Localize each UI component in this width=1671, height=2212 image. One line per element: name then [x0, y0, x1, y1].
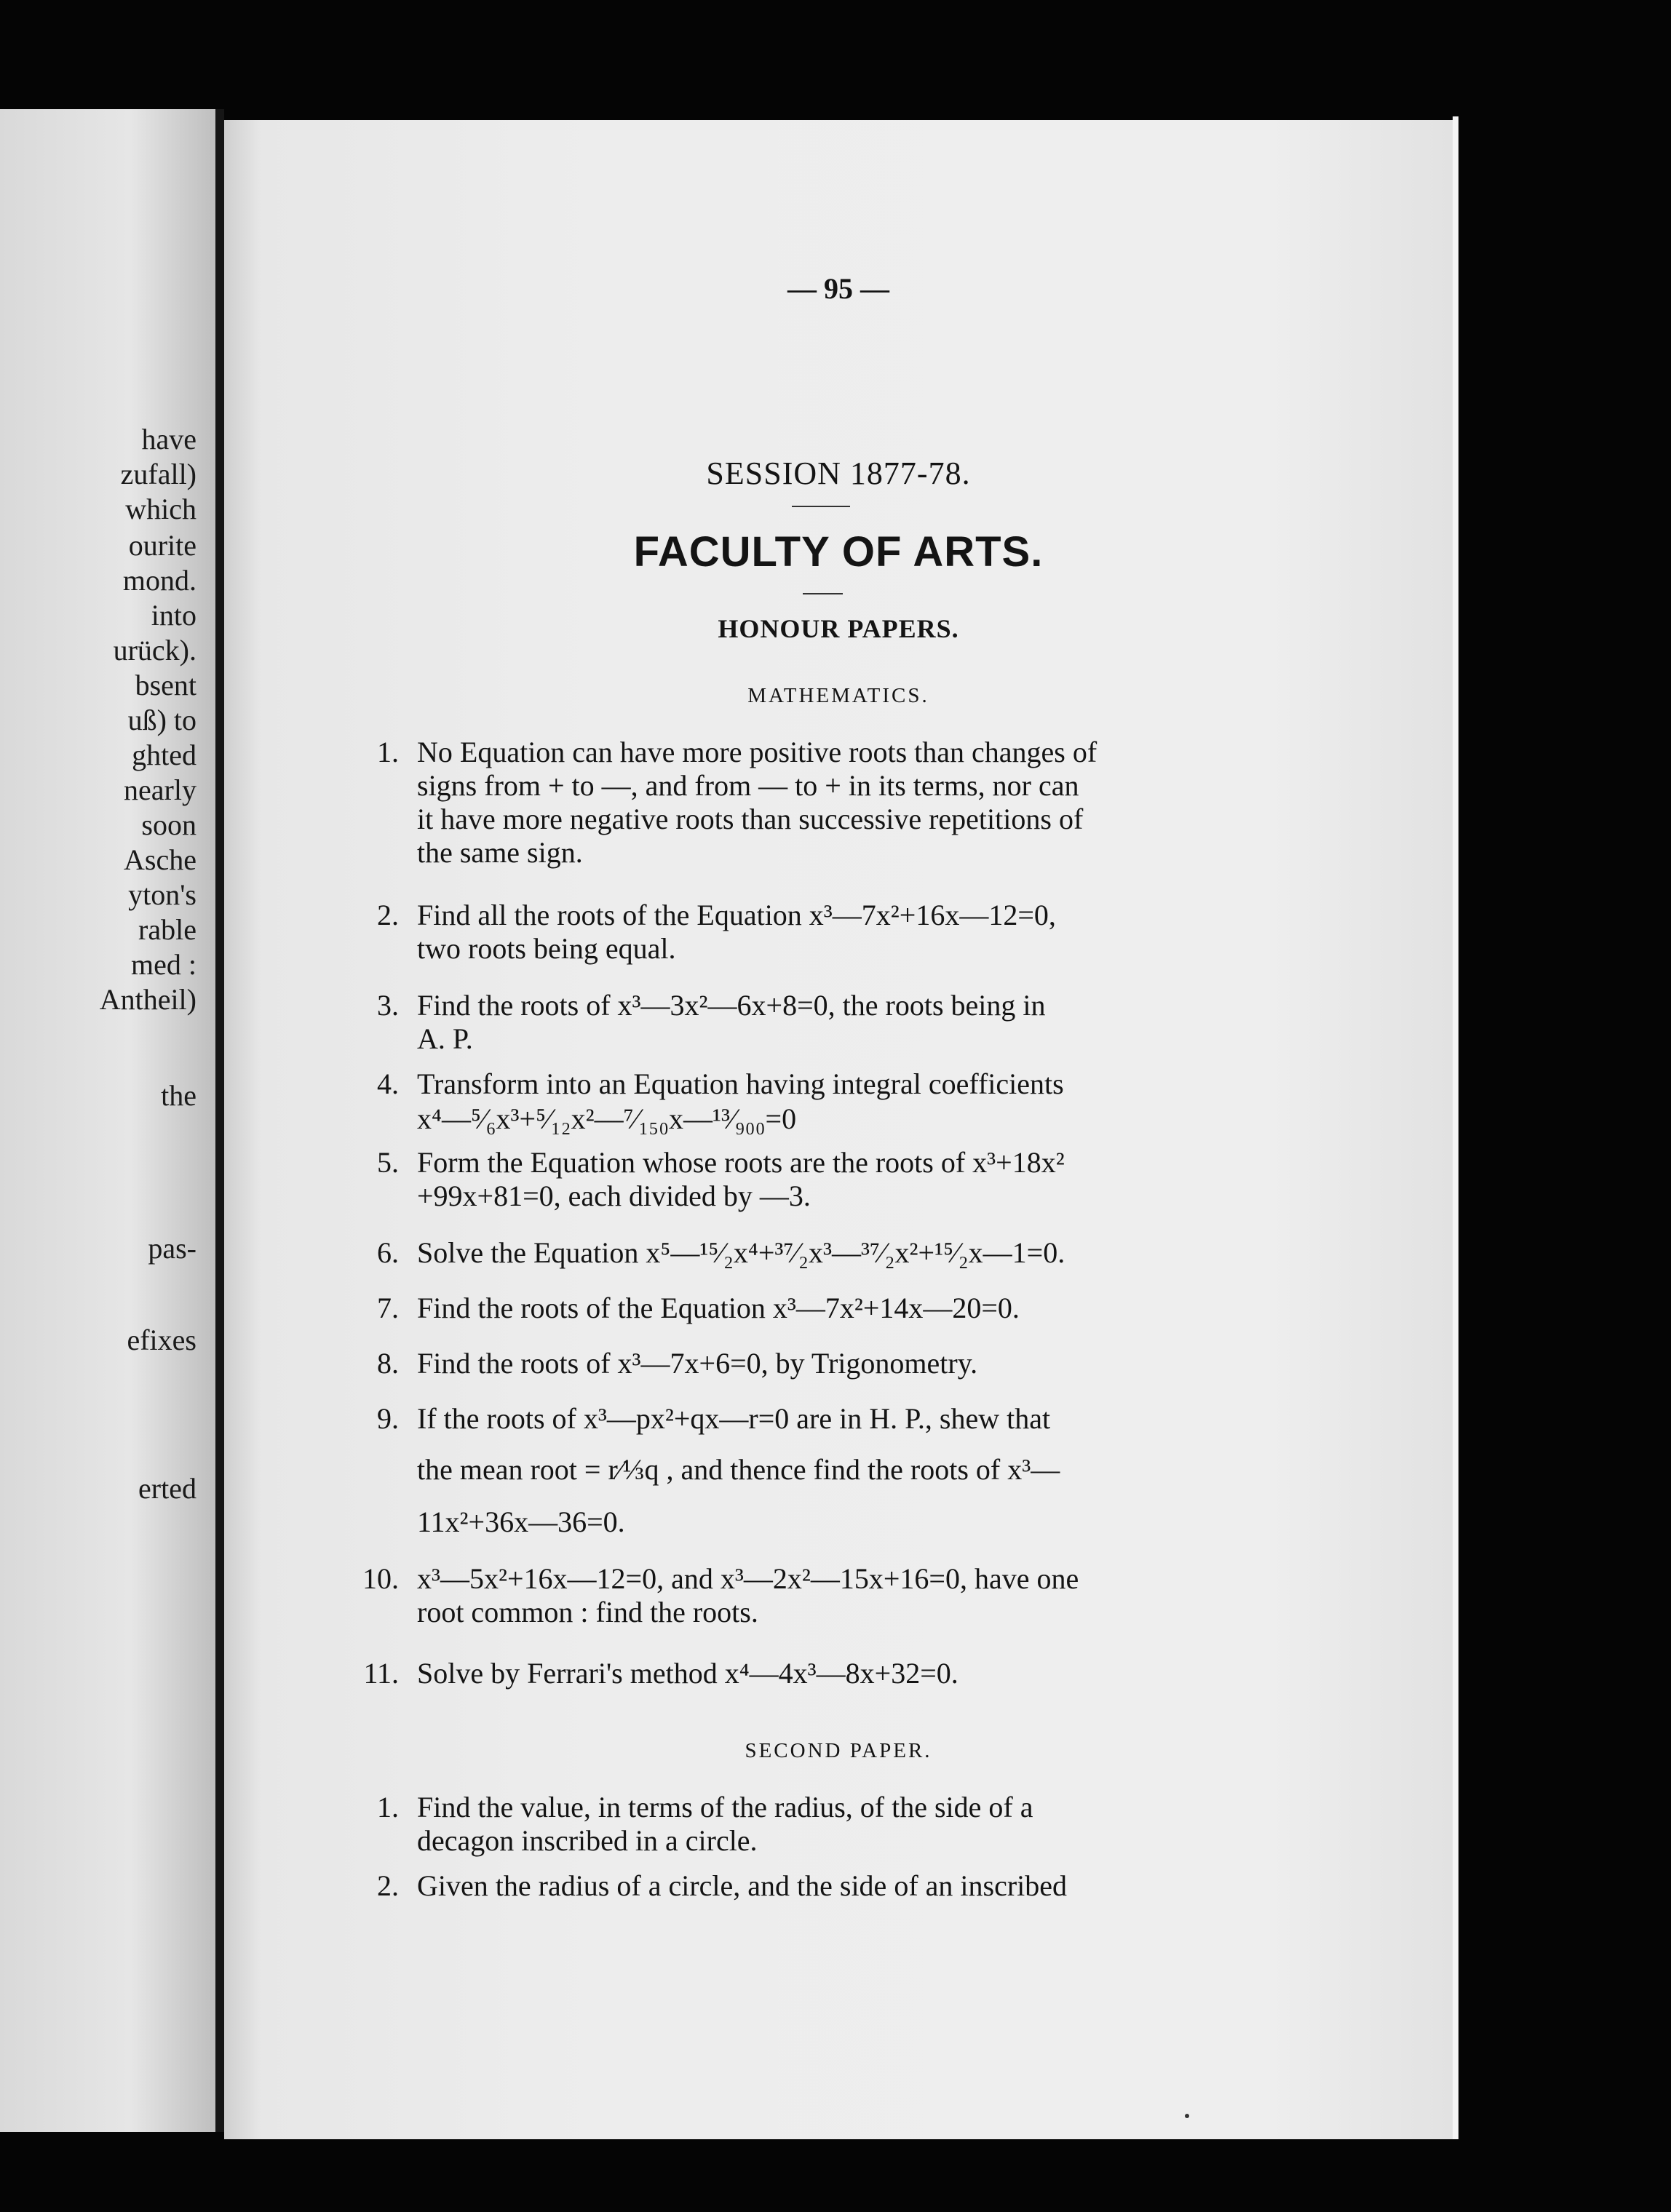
question-number: 1. [377, 1791, 399, 1823]
question-line: x³—5x²+16x—12=0, and x³—2x²—15x+16=0, have one [417, 1562, 1079, 1595]
left-fragment: which [125, 493, 197, 525]
question-line: the mean root = r⁄⅓q , and thence find the roots of x³— [417, 1453, 1060, 1486]
subject-heading: MATHEMATICS. [747, 684, 929, 707]
question-line: two roots being equal. [417, 932, 676, 965]
page-number: — 95 — [787, 272, 889, 305]
question-number: 2. [377, 899, 399, 931]
left-fragment: med : [131, 948, 197, 981]
question-line: signs from + to —, and from — to + in its terms, nor can [417, 769, 1079, 802]
question-number: 7. [377, 1292, 399, 1324]
page-edge [1453, 116, 1458, 2139]
question-line: Transform into an Equation having integral coefficients [417, 1067, 1064, 1100]
question-line: it have more negative roots than successive repetitions of [417, 803, 1084, 835]
question-line: No Equation can have more positive roots than changes of [417, 736, 1098, 768]
left-fragment: mond. [122, 564, 197, 597]
left-fragment: ghted [132, 739, 197, 771]
left-fragment: bsent [135, 669, 197, 701]
question-line: A. P. [417, 1022, 473, 1055]
right-page [224, 120, 1453, 2139]
question-line: 11x²+36x—36=0. [417, 1505, 625, 1538]
left-page [0, 109, 218, 2132]
question-line: Solve the Equation x⁵—¹⁵⁄₂x⁴+³⁷⁄₂x³—³⁷⁄₂x²+¹⁵⁄₂x—1=0. [417, 1236, 1065, 1269]
left-fragment: Asche [124, 843, 197, 876]
left-fragment: Antheil) [99, 983, 197, 1016]
question-line: the same sign. [417, 836, 583, 869]
question-line: Find all the roots of the Equation x³—7x²+16x—12=0, [417, 899, 1056, 931]
left-fragment: nearly [124, 773, 197, 806]
left-fragment: zufall) [120, 458, 197, 490]
question-number: 5. [377, 1146, 399, 1179]
question-number: 3. [377, 989, 399, 1022]
question-number: 8. [377, 1347, 399, 1380]
question-number: 1. [377, 736, 399, 768]
question-line: Find the roots of x³—3x²—6x+8=0, the roots being in [417, 989, 1046, 1022]
question-line: x⁴—⁵⁄₆x³+⁵⁄₁₂x²—⁷⁄₁₅₀x—¹³⁄₉₀₀=0 [417, 1102, 797, 1135]
question-line: root common : find the roots. [417, 1596, 758, 1628]
second-paper-heading: SECOND PAPER. [745, 1739, 932, 1762]
left-fragment: into [151, 599, 197, 632]
question-number: 10. [362, 1562, 399, 1595]
left-fragment: have [141, 423, 197, 455]
book-gutter [215, 109, 224, 2132]
question-line: +99x+81=0, each divided by —3. [417, 1179, 811, 1212]
question-line: Given the radius of a circle, and the side of an inscribed [417, 1869, 1068, 1902]
left-fragment: uß) to [127, 704, 197, 736]
left-fragment: soon [141, 808, 197, 841]
faculty-heading: FACULTY OF ARTS. [633, 528, 1044, 576]
question-number: 11. [363, 1657, 399, 1690]
divider [792, 506, 850, 507]
session-heading: SESSION 1877-78. [706, 455, 971, 491]
left-fragment: rable [138, 913, 197, 946]
question-line: Find the roots of the Equation x³—7x²+14x—20=0. [417, 1292, 1020, 1324]
question-number: 9. [377, 1402, 399, 1435]
divider [803, 593, 843, 594]
left-fragment: erted [138, 1472, 197, 1505]
ink-speck [1185, 2114, 1189, 2118]
left-fragment: ourite [128, 529, 197, 562]
question-number: 6. [377, 1236, 399, 1269]
question-line: decagon inscribed in a circle. [417, 1824, 758, 1857]
question-number: 4. [377, 1067, 399, 1100]
left-fragment: efixes [127, 1324, 197, 1356]
left-fragment: yton's [128, 878, 197, 911]
question-line: Find the roots of x³—7x+6=0, by Trigonometry. [417, 1347, 978, 1380]
honour-heading: HONOUR PAPERS. [718, 614, 959, 643]
question-line: If the roots of x³—px²+qx—r=0 are in H. P., shew that [417, 1402, 1051, 1435]
question-number: 2. [377, 1869, 399, 1902]
question-line: Form the Equation whose roots are the roots of x³+18x² [417, 1146, 1065, 1179]
left-fragment: the [161, 1079, 197, 1112]
question-line: Solve by Ferrari's method x⁴—4x³—8x+32=0. [417, 1657, 958, 1690]
left-fragment: urück). [113, 634, 197, 667]
question-line: Find the value, in terms of the radius, of the side of a [417, 1791, 1033, 1823]
left-fragment: pas- [148, 1232, 197, 1265]
